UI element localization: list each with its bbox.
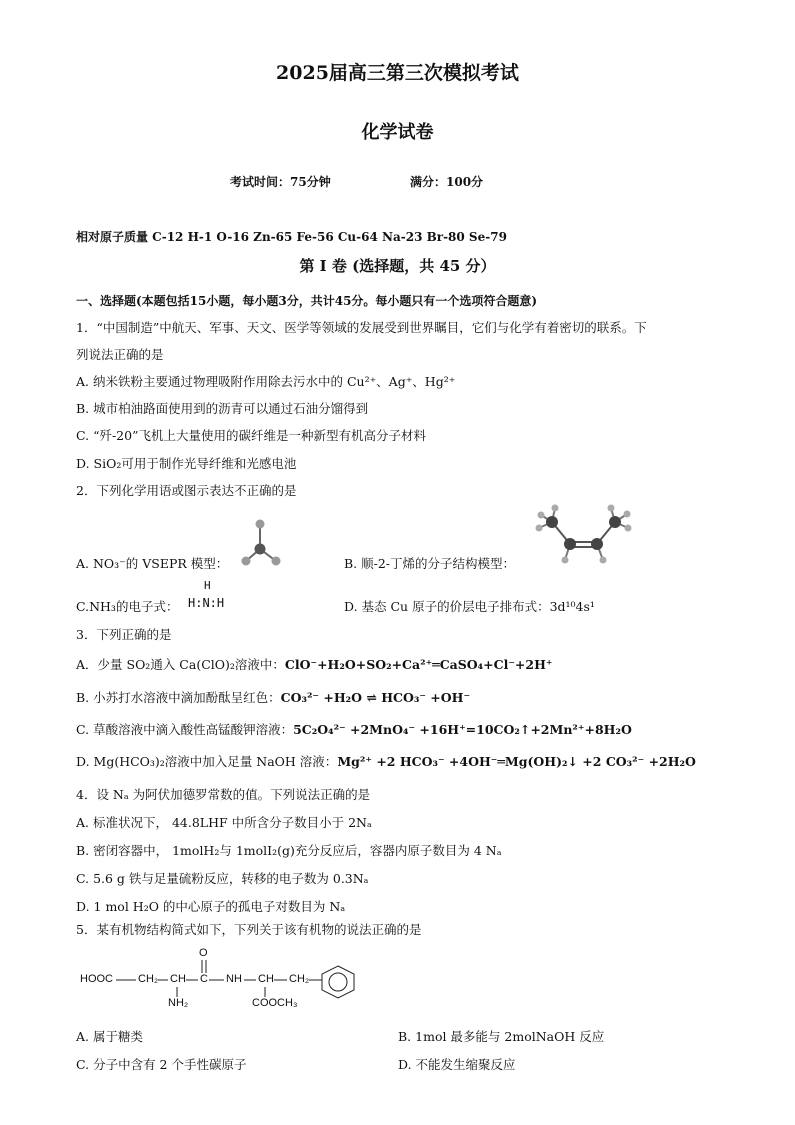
q2-option-b: B. 顺-2-丁烯的分子结构模型： <box>344 556 516 571</box>
q2-option-d: D. 基态 Cu 原子的价层电子排布式：3d¹⁰4s¹ <box>344 599 595 614</box>
q3-a-label: A．少量 SO₂通入 Ca(ClO)₂溶液中： <box>76 657 285 672</box>
atomic-masses: 相对原子质量 C-12 H-1 O-16 Zn-65 Fe-56 Cu-64 Na-23 Br-80 Se-79 <box>76 230 507 244</box>
struct-nh: NH <box>226 973 242 985</box>
q5-option-c: C. 分子中含有 2 个手性碳原子 <box>76 1057 247 1072</box>
q3-option-a <box>76 655 553 673</box>
q5-option-b: B. 1mol 最多能与 2molNaOH 反应 <box>398 1029 605 1044</box>
exam-title: 2025届高三第三次模拟考试 <box>276 62 519 84</box>
q5-option-a: A. 属于糖类 <box>76 1029 143 1044</box>
q3-b-label: B. 小苏打水溶液中滴加酚酞呈红色： <box>76 690 281 705</box>
q3-option-d <box>76 752 696 770</box>
q1-option-a: A. 纳米铁粉主要通过物理吸附作用除去污水中的 Cu²⁺、Ag⁺、Hg²⁺ <box>76 374 456 389</box>
q5-structure <box>76 945 376 1017</box>
exam-time: 考试时间：75分钟 <box>230 175 331 189</box>
q1-option-b: B. 城市柏油路面使用到的沥青可以通过石油分馏得到 <box>76 401 369 416</box>
q4-stem: 4．设 Nₐ 为阿伏加德罗常数的值。下列说法正确的是 <box>76 787 371 802</box>
q3-option-b <box>76 688 470 706</box>
struct-nh2: NH₂ <box>168 997 189 1009</box>
q4-option-c: C. 5.6 g 铁与足量硫粉反应，转移的电子数为 0.3Nₐ <box>76 871 369 886</box>
struct-cooch3: COOCH₃ <box>252 997 298 1009</box>
vsepr-model-icon <box>238 515 298 575</box>
q5-stem: 5．某有机物结构简式如下，下列关于该有机物的说法正确的是 <box>76 922 422 937</box>
subject-title: 化学试卷 <box>361 122 434 143</box>
q4-option-a: A. 标准状况下， 44.8LHF 中所含分子数目小于 2Nₐ <box>76 815 372 830</box>
q1-stem-line2: 列说法正确的是 <box>76 347 164 362</box>
q3-stem: 3．下列正确的是 <box>76 627 172 642</box>
q4-option-b: B. 密闭容器中， 1molH₂与 1molI₂(g)充分反应后，容器内原子数目为 4 Nₐ <box>76 843 502 858</box>
struct-ch2a: CH₂ <box>138 973 159 985</box>
q2-stem: 2．下列化学用语或图示表达不正确的是 <box>76 483 297 498</box>
section-title: 第 I 卷 (选择题，共 45 分） <box>299 257 496 275</box>
q3-c-label: C. 草酸溶液中滴入酸性高锰酸钾溶液： <box>76 722 294 737</box>
struct-ch2b: CH₂ <box>289 973 310 985</box>
q2-option-a: A. NO₃⁻的 VSEPR 模型： <box>76 556 229 571</box>
q1-option-c: C. “歼-20”飞机上大量使用的碳纤维是一种新型有机高分子材料 <box>76 428 426 443</box>
section-instruction: 一、选择题(本题包括15小题，每小题3分，共计45分。每小题只有一个选项符合题意) <box>76 294 538 308</box>
q1-option-d: D. SiO₂可用于制作光导纤维和光感电池 <box>76 456 297 471</box>
q5-option-d: D. 不能发生缩聚反应 <box>398 1057 516 1072</box>
q3-c-equation: 5C₂O₄²⁻ +2MnO₄⁻ +16H⁺=10CO₂↑+2Mn²⁺+8H₂O <box>293 722 632 737</box>
q3-a-equation: ClO⁻+H₂O+SO₂+Ca²⁺═CaSO₄+Cl⁻+2H⁺ <box>284 657 553 672</box>
struct-hooc: HOOC <box>80 973 113 985</box>
q3-b-equation: CO₃²⁻ +H₂O ⇌ HCO₃⁻ +OH⁻ <box>280 690 471 705</box>
struct-c: C <box>200 973 208 985</box>
q4-option-d: D. 1 mol H₂O 的中心原子的孤电子对数目为 Nₐ <box>76 899 346 914</box>
q1-stem-line1: 1．“中国制造”中航天、军事、天文、医学等领域的发展受到世界瞩目，它们与化学有着密切的联系。下 <box>76 320 647 335</box>
struct-ch: CH <box>170 973 186 985</box>
q3-d-equation: Mg²⁺ +2 HCO₃⁻ +4OH⁻═Mg(OH)₂↓ +2 CO₃²⁻ +2H₂O <box>337 754 696 769</box>
q3-option-c <box>76 720 632 738</box>
q2-option-c: C.NH₃的电子式： <box>76 599 179 614</box>
structure-bonds-icon <box>76 945 376 1017</box>
nh3-formula-h: H <box>204 579 211 592</box>
nh3-formula: H:N:H <box>188 596 225 610</box>
full-score: 满分：100分 <box>410 175 484 189</box>
butene-model-icon <box>525 500 645 570</box>
struct-ch2: CH <box>258 973 274 985</box>
struct-o: O <box>199 947 208 959</box>
q3-d-label: D. Mg(HCO₃)₂溶液中加入足量 NaOH 溶液： <box>76 754 338 769</box>
